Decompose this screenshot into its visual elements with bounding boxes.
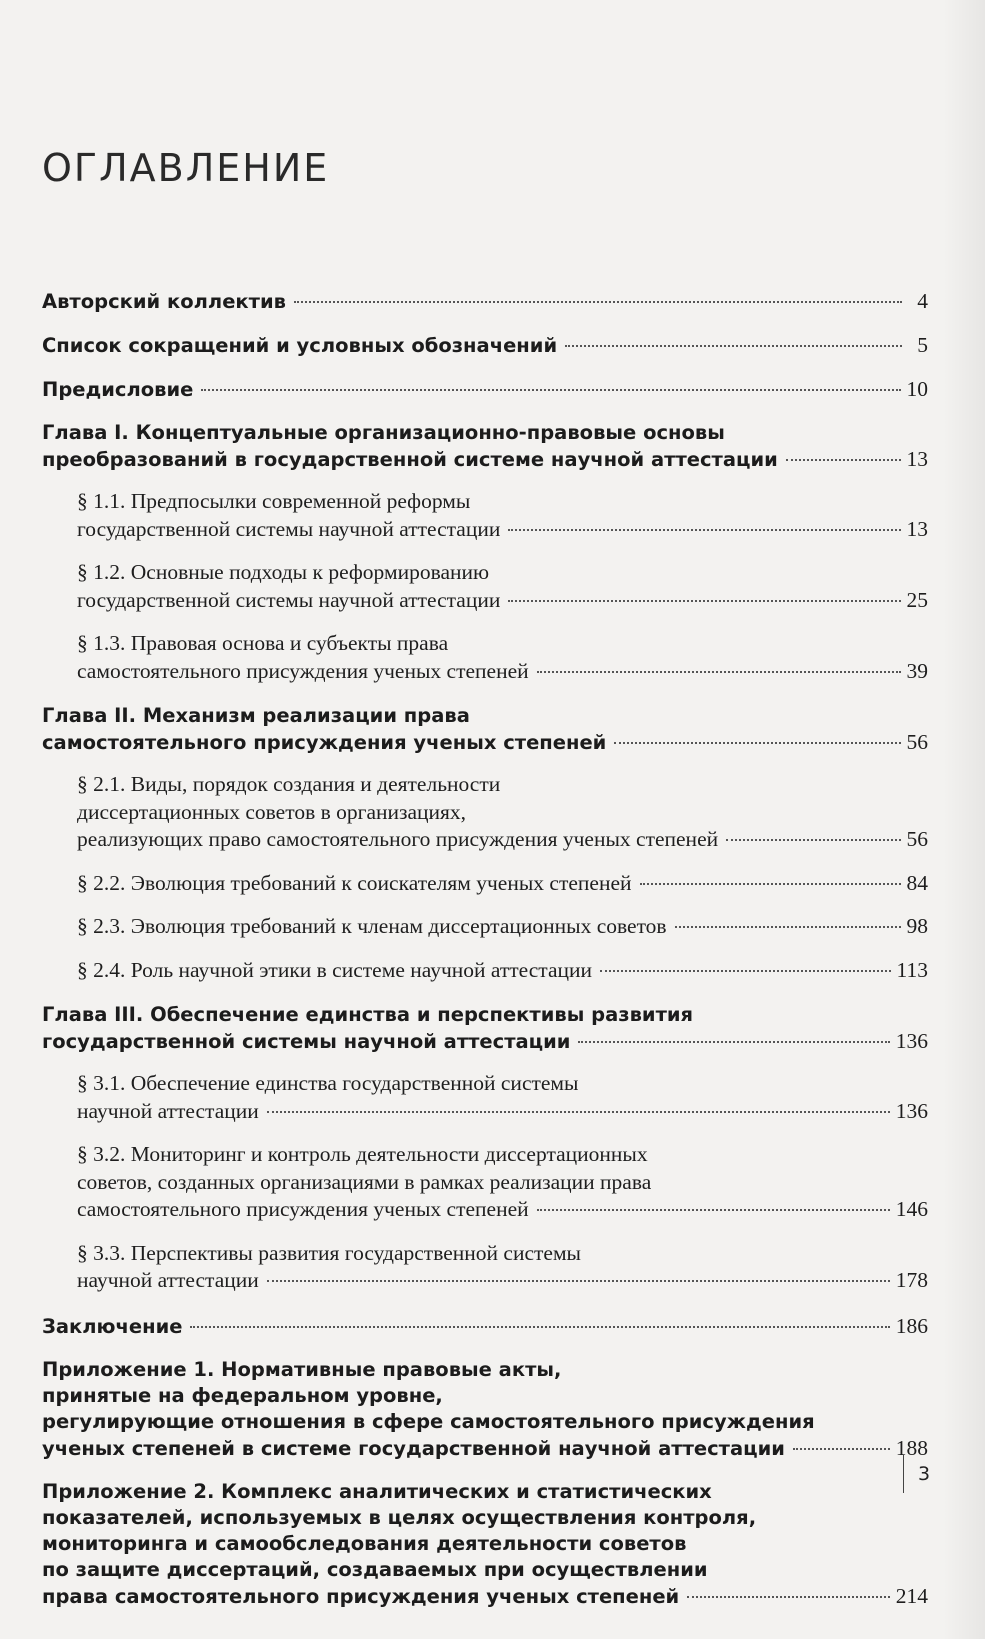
toc-page-number: 113 <box>896 957 928 982</box>
toc-section-entry[interactable] <box>42 771 928 854</box>
toc-chapter-entry[interactable] <box>42 703 928 755</box>
toc-page-number: 84 <box>906 870 928 895</box>
entry-spacer <box>42 1125 928 1141</box>
toc-page-number: 56 <box>906 827 928 851</box>
toc-entry-line <box>42 1357 928 1383</box>
toc-chapter-entry[interactable] <box>42 1357 928 1461</box>
toc-chapter-entry[interactable] <box>42 376 928 402</box>
toc-entry-text: принятые на федеральном уровне, <box>42 1383 443 1407</box>
toc-entry-line <box>77 1267 928 1295</box>
toc-section-entry[interactable] <box>42 870 928 898</box>
page-title: ОГЛАВЛЕНИЕ <box>42 146 330 190</box>
entry-spacer <box>42 941 928 957</box>
toc-page-number: 136 <box>895 1029 928 1053</box>
toc-entry-line <box>77 1098 928 1126</box>
toc-entry-text: Заключение <box>42 1314 183 1338</box>
toc-entry-text: Авторский коллектив <box>42 290 286 313</box>
toc-entry-text: § 2.1. Виды, порядок создания и деятельности <box>77 772 501 796</box>
toc-section-entry[interactable] <box>42 1240 928 1295</box>
toc-chapter-entry[interactable] <box>42 288 928 314</box>
toc-chapter-entry[interactable] <box>42 1313 928 1339</box>
entry-spacer <box>42 1461 928 1479</box>
toc-entry-line <box>42 1028 928 1054</box>
toc-page-number: 13 <box>906 516 928 541</box>
toc-page-number: 178 <box>895 1268 928 1292</box>
toc-chapter-entry[interactable] <box>42 1002 928 1054</box>
toc-page-number: 39 <box>906 658 928 683</box>
toc-entry-text: Глава I. Концептуальные организационно-правовые основы <box>42 421 725 444</box>
dot-leader <box>508 529 900 531</box>
toc-entry-text: преобразований в государственной системе научной аттестации <box>42 448 778 471</box>
dot-leader <box>190 1326 889 1328</box>
toc-entry-text: § 3.2. Мониторинг и контроль деятельности диссертационных <box>77 1142 648 1166</box>
toc-entry-line <box>42 1002 928 1028</box>
toc-entry-text: государственной системы научной аттестации <box>77 587 501 612</box>
toc-chapter-entry[interactable] <box>42 332 928 358</box>
toc-entry-line <box>42 1531 928 1557</box>
toc-entry-line <box>42 332 928 358</box>
toc-section-entry[interactable] <box>42 913 928 941</box>
entry-spacer <box>42 1339 928 1357</box>
toc-entry-text: § 1.3. Правовая основа и субъекты права <box>77 631 449 655</box>
toc-entry-line <box>77 488 928 516</box>
toc-entry-line <box>77 1196 928 1224</box>
toc-entry-line <box>42 1435 928 1461</box>
toc-entry-text: диссертационных советов в организациях, <box>77 799 467 824</box>
toc-entry-line <box>42 288 928 314</box>
entry-spacer <box>42 314 928 332</box>
toc-section-entry[interactable] <box>42 630 928 685</box>
entry-spacer <box>42 614 928 630</box>
toc-entry-line <box>42 729 928 755</box>
toc-entry-text: Предисловие <box>42 378 194 401</box>
entry-spacer <box>42 984 928 1002</box>
toc-entry-text: Список сокращений и условных обозначений <box>42 334 558 357</box>
toc-page-number: 13 <box>906 447 928 471</box>
toc-page-number: 10 <box>906 377 928 401</box>
toc-page-number: 56 <box>906 730 928 754</box>
toc-entry-text: Приложение 1. Нормативные правовые акты, <box>42 1357 562 1381</box>
dot-leader <box>726 839 900 841</box>
toc-entry-line <box>77 799 928 827</box>
toc-page-number: 188 <box>895 1435 928 1460</box>
toc-entry-line <box>77 630 928 658</box>
toc-entry-line <box>77 658 928 686</box>
toc-entry-text: Глава II. Механизм реализации права <box>42 704 470 727</box>
entry-spacer <box>42 543 928 559</box>
dot-leader <box>600 970 891 972</box>
toc-entry-text: самостоятельного присуждения ученых степеней <box>77 658 529 683</box>
toc-entry-line <box>77 771 928 799</box>
entry-spacer <box>42 1224 928 1240</box>
toc-entry-line <box>77 559 928 587</box>
toc-entry-line <box>42 376 928 402</box>
toc-entry-text: государственной системы научной аттестации <box>77 516 501 541</box>
toc-entry-line <box>77 957 928 985</box>
toc-entry-line <box>77 1070 928 1098</box>
dot-leader <box>294 301 902 303</box>
toc-page-number: 98 <box>906 914 928 938</box>
toc-entry-text: научной аттестации <box>77 1098 259 1123</box>
toc-entry-line <box>77 870 928 898</box>
toc-entry-text: регулирующие отношения в сфере самостоятельного присуждения <box>42 1409 815 1433</box>
toc-page-number: 25 <box>906 587 928 612</box>
dot-leader <box>675 926 901 928</box>
toc-entry-line <box>77 587 928 615</box>
entry-spacer <box>42 854 928 870</box>
toc-entry-text: мониторинга и самообследования деятельности советов <box>42 1531 687 1555</box>
page-number: 3 <box>903 1455 944 1493</box>
toc-page-number: 214 <box>895 1583 928 1608</box>
toc-page-number: 146 <box>895 1197 928 1221</box>
toc-entry-text: § 3.3. Перспективы развития государственной системы <box>77 1240 581 1265</box>
dot-leader <box>786 459 901 461</box>
toc-entry-line <box>42 703 928 729</box>
dot-leader <box>565 345 902 347</box>
toc-entry-line <box>42 1409 928 1435</box>
toc-entry-text: ученых степеней в системе государственной научной аттестации <box>42 1436 785 1460</box>
dot-leader <box>687 1596 890 1598</box>
toc-entry-text: самостоятельного присуждения ученых степеней <box>42 731 607 754</box>
toc-chapter-entry[interactable] <box>42 1479 928 1609</box>
toc-entry-text: Глава III. Обеспечение единства и перспективы развития <box>42 1003 694 1026</box>
toc-entry-text: самостоятельного присуждения ученых степеней <box>77 1197 529 1221</box>
toc-chapter-entry[interactable] <box>42 420 928 472</box>
dot-leader <box>614 742 900 744</box>
toc-entry-line <box>77 1240 928 1268</box>
dot-leader <box>201 389 900 391</box>
entry-spacer <box>42 755 928 771</box>
toc-entry-text: § 2.4. Роль научной этики в системе научной аттестации <box>77 957 593 982</box>
toc-entry-line <box>42 1479 928 1505</box>
dot-leader <box>537 1209 890 1211</box>
dot-leader <box>578 1041 889 1043</box>
dot-leader <box>537 671 901 673</box>
toc-entry-text: государственной системы научной аттестации <box>42 1030 571 1053</box>
toc-entry-line <box>42 1505 928 1531</box>
toc-entry-line <box>42 420 928 446</box>
toc-section-entry[interactable] <box>42 559 928 614</box>
toc-entry-text: права самостоятельного присуждения ученых степеней <box>42 1584 680 1608</box>
toc-section-entry[interactable] <box>42 957 928 985</box>
entry-spacer <box>42 1054 928 1070</box>
dot-leader <box>793 1448 890 1450</box>
toc-entry-text: показателей, используемых в целях осуществления контроля, <box>42 1505 757 1529</box>
toc-entry-line <box>42 1557 928 1583</box>
toc-entry-line <box>42 1383 928 1409</box>
toc-page-number: 136 <box>895 1098 928 1123</box>
toc-entry-line <box>77 913 928 941</box>
dot-leader <box>508 600 900 602</box>
toc-entry-text: советов, созданных организациями в рамках реализации права <box>77 1169 652 1194</box>
toc-page-number: 4 <box>917 289 928 313</box>
toc-entry-line <box>77 1169 928 1197</box>
toc-section-entry[interactable] <box>42 1141 928 1224</box>
dot-leader <box>267 1280 890 1282</box>
toc-page-number: 186 <box>895 1313 928 1338</box>
entry-spacer <box>42 358 928 376</box>
toc-section-entry[interactable] <box>42 1070 928 1125</box>
toc-entry-text: по защите диссертаций, создаваемых при осуществлении <box>42 1557 708 1581</box>
toc-entry-text: § 1.1. Предпосылки современной реформы <box>77 489 471 513</box>
toc-entry-text: § 2.2. Эволюция требований к соискателям ученых степеней <box>77 870 632 895</box>
entry-spacer <box>42 1295 928 1313</box>
toc-entry-text: Приложение 2. Комплекс аналитических и статистических <box>42 1479 712 1503</box>
table-of-contents <box>42 288 928 1609</box>
dot-leader <box>640 883 901 885</box>
dot-leader <box>267 1111 890 1113</box>
entry-spacer <box>42 897 928 913</box>
toc-entry-line <box>77 826 928 854</box>
toc-entry-line <box>42 1313 928 1339</box>
toc-entry-text: § 2.3. Эволюция требований к членам диссертационных советов <box>77 914 667 938</box>
toc-section-entry[interactable] <box>42 488 928 543</box>
entry-spacer <box>42 402 928 420</box>
toc-entry-line <box>42 1583 928 1609</box>
toc-entry-text: научной аттестации <box>77 1268 259 1292</box>
toc-page-number: 5 <box>917 333 928 357</box>
toc-entry-text: § 3.1. Обеспечение единства государственной системы <box>77 1071 579 1095</box>
page-edge-shadow <box>943 0 985 1639</box>
toc-entry-text: реализующих право самостоятельного присуждения ученых степеней <box>77 827 719 851</box>
toc-entry-line <box>42 446 928 472</box>
toc-entry-line <box>77 516 928 544</box>
entry-spacer <box>42 472 928 488</box>
entry-spacer <box>42 685 928 703</box>
toc-entry-text: § 1.2. Основные подходы к реформированию <box>77 560 490 584</box>
toc-entry-line <box>77 1141 928 1169</box>
